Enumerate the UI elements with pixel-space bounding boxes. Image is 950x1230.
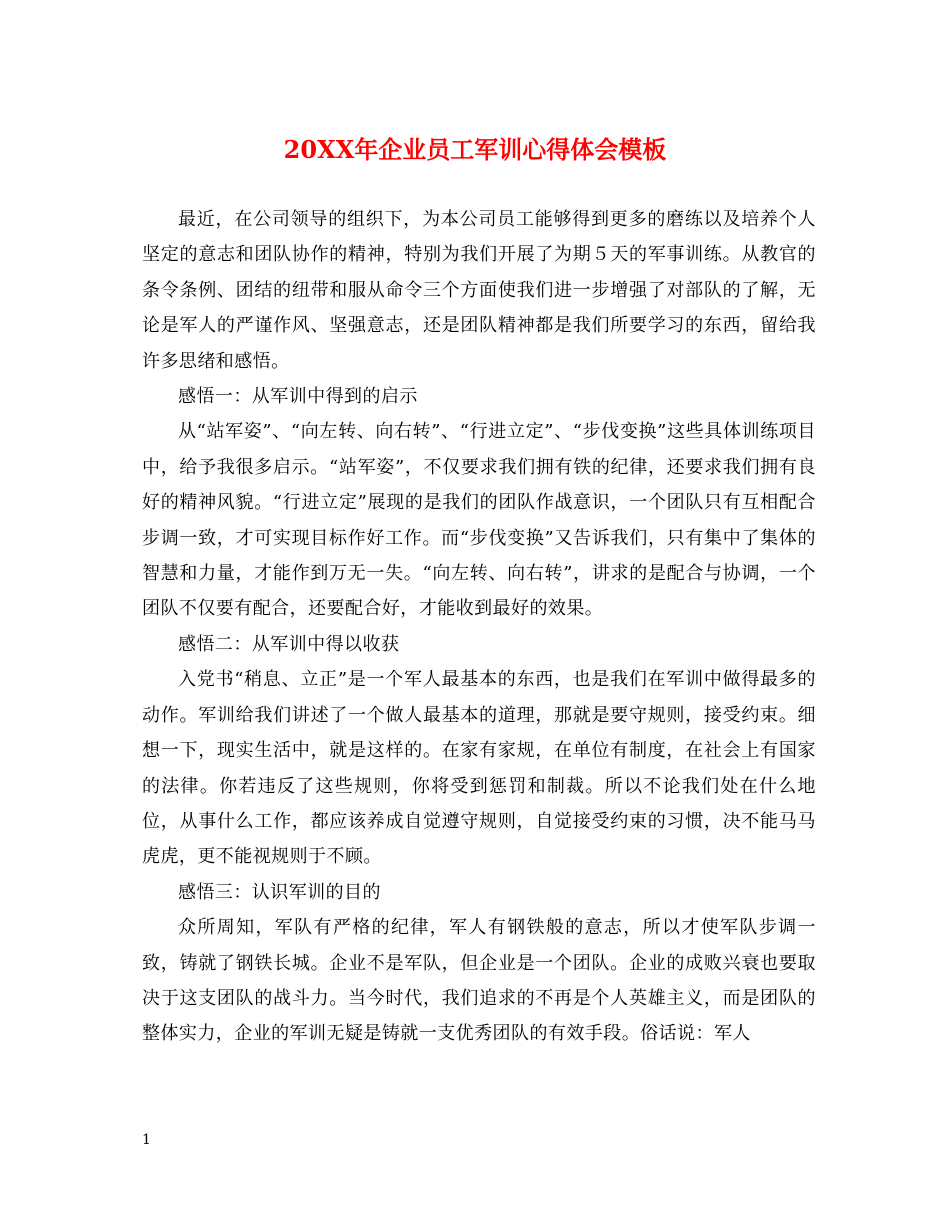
paragraph-section-1: 从“站军姿”、“向左转、向右转”、“行进立定”、“步伐变换”这些具体训练项目中，给予我很多启示。“站军姿”，不仅要求我们拥有铁的纪律，还要求我们拥有良好的精神风貌。“行进立定”展现的是我们的团队作战意识，一个团队只有互相配合步调一致，才可实现目标作好工作。而“步伐变换”又告诉我们，只有集中了集体的智慧和力量，才能作到万无一失。“向左转、向右转”，讲求的是配合与协调，一个团队不仅要有配合，还要配合好，才能收到最好的效果。: [142, 421, 816, 620]
paragraph-section-3: 众所周知，军队有严格的纪律，军人有钢铁般的意志，所以才使军队步调一致，铸就了钢铁长城。企业不是军队，但企业是一个团队。企业的成败兴衰也要取决于这支团队的战斗力。当今时代，我们追求的不再是个人英雄主义，而是团队的整体实力，企业的军训无疑是铸就一支优秀团队的有效手段。俗话说：军人: [142, 917, 816, 1045]
paragraph-section-2: 入党书“稍息、立正”是一个军人最基本的东西，也是我们在军训中做得最多的动作。军训给我们讲述了一个做人最基本的道理，那就是要守规则，接受约束。细想一下，现实生活中，就是这样的。在家有家规，在单位有制度，在社会上有国家的法律。你若违反了这些规则，你将受到惩罚和制裁。所以不论我们处在什么地位，从事什么工作，都应该养成自觉遵守规则，自觉接受约束的习惯，决不能马马虎虎，更不能视规则于不顾。: [142, 669, 816, 868]
section-heading-2: 感悟二：从军训中得以收获: [178, 633, 400, 655]
section-heading-3: 感悟三：认识军训的目的: [178, 881, 381, 903]
paragraph-intro: 最近，在公司领导的组织下，为本公司员工能够得到更多的磨练以及培养个人坚定的意志和团队协作的精神，特别为我们开展了为期５天的军事训练。从教官的条令条例、团结的纽带和服从命令三个方面使我们进一步增强了对部队的了解，无论是军人的严谨作风、坚强意志，还是团队精神都是我们所要学习的东西，留给我许多思绪和感悟。: [142, 209, 816, 372]
page-number: 1: [142, 1132, 151, 1148]
section-heading-1: 感悟一：从军训中得到的启示: [178, 386, 418, 408]
document-body: [142, 202, 816, 1052]
document-title: 20XX年企业员工军训心得体会模板: [283, 135, 667, 164]
